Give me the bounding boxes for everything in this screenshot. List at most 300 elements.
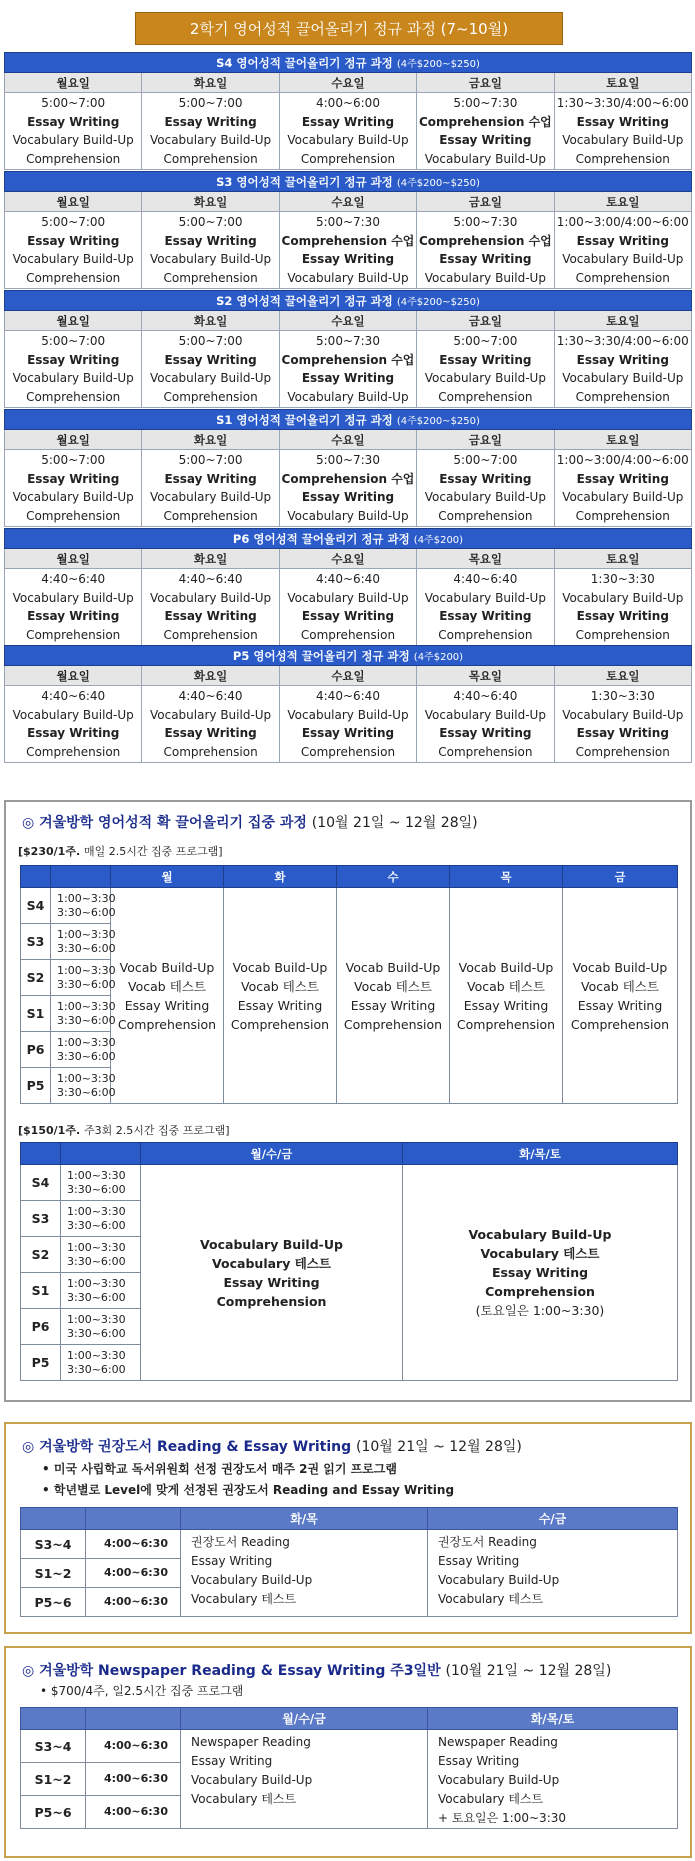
class-item: Essay Writing — [439, 726, 532, 740]
time-slot: 1:00~3:30 — [67, 1240, 126, 1254]
content-item: Vocab 테스트 — [354, 978, 432, 994]
class-time: 1:00~3:00/4:00~6:00 — [556, 453, 689, 467]
daily-intensive-table — [20, 865, 678, 1104]
level-label: P5~6 — [21, 1588, 86, 1617]
level-label: S1~2 — [21, 1763, 86, 1796]
content-item: 권장도서 Reading — [438, 1535, 537, 1549]
level-label: P5 — [21, 1068, 51, 1104]
class-time: 4:40~6:40 — [316, 572, 380, 586]
schedule-title — [5, 53, 692, 73]
class-item: Comprehension — [26, 270, 121, 285]
class-item: Comprehension — [575, 151, 670, 166]
time-cell — [51, 960, 116, 996]
class-item: Comprehension — [575, 627, 670, 642]
day-cell — [279, 686, 416, 763]
schedule-body-row — [5, 93, 692, 170]
time-cell — [61, 1237, 141, 1273]
content-item: Comprehension — [343, 1016, 443, 1032]
class-item: Comprehension — [575, 270, 670, 285]
time-slot: 3:30~6:00 — [67, 1290, 126, 1304]
time-slot: 1:00~3:30 — [57, 1035, 116, 1049]
time-slot: 3:30~6:00 — [57, 1013, 116, 1027]
date-range: (10월 21일 ~ 12월 28일) — [356, 1439, 522, 1455]
content-item: Vocabulary Build-Up — [468, 1227, 612, 1242]
class-time: 1:00~3:00/4:00~6:00 — [556, 215, 689, 229]
level-label: S2 — [21, 1237, 61, 1273]
newspaper-table — [20, 1707, 678, 1829]
three-day-intensive-table — [20, 1142, 678, 1381]
day-header-row — [5, 666, 692, 686]
time-slot: 1:00~3:30 — [67, 1348, 126, 1362]
day-cell — [279, 569, 416, 646]
day-header: 토요일 — [554, 311, 691, 331]
winter-intensive-title — [22, 812, 478, 832]
reading-table — [20, 1507, 678, 1617]
course-name: S3 영어성적 끌어올리기 정규 과정 — [216, 174, 393, 189]
class-item: Comprehension — [163, 744, 258, 759]
content-item: Vocab 테스트 — [581, 978, 659, 994]
course-name: P5 영어성적 끌어올리기 정규 과정 — [232, 648, 410, 663]
class-item: Vocabulary Build-Up — [149, 590, 272, 605]
level-label: S3~4 — [21, 1530, 86, 1559]
class-item: Essay Writing — [27, 471, 120, 486]
class-item: Vocabulary Build-Up — [12, 590, 134, 605]
class-item: Essay Writing — [576, 233, 669, 248]
content-list-a — [181, 1530, 428, 1617]
blank-header — [61, 1143, 141, 1165]
time-slot: 1:00~3:30 — [57, 891, 116, 905]
class-item: Vocabulary Build-Up — [287, 590, 409, 605]
class-item: Comprehension 수업 — [281, 233, 415, 248]
course-price: (4주$200~$250) — [396, 296, 480, 308]
class-item: Comprehension — [300, 627, 396, 642]
class-item: Comprehension — [575, 389, 670, 404]
date-range: (10월 21일 ~ 12월 28일) — [445, 1663, 612, 1679]
time-cell — [51, 996, 116, 1032]
class-time: 5:00~7:30 — [316, 453, 380, 467]
class-item: Comprehension — [163, 270, 258, 285]
class-item: Vocabulary Build-Up — [149, 133, 272, 147]
day-header: 수요일 — [279, 666, 416, 686]
class-item: Vocabulary Build-Up — [287, 707, 409, 722]
content-list-a — [181, 1730, 428, 1829]
class-item: Essay Writing — [301, 114, 395, 129]
class-item: Comprehension — [26, 744, 121, 759]
time-slot: 3:30~6:00 — [57, 1049, 116, 1063]
class-item: Essay Writing — [439, 252, 532, 266]
content-item: Vocabulary Build-Up — [438, 1573, 560, 1587]
class-item: Essay Writing — [301, 726, 395, 740]
level-label: S1 — [21, 1273, 61, 1309]
time-slot: 1:00~3:30 — [67, 1204, 126, 1218]
content-item: Vocabulary Build-Up — [191, 1773, 313, 1787]
day-header: 수요일 — [279, 311, 416, 331]
time-cell — [61, 1273, 141, 1309]
content-item: Vocabulary 테스트 — [191, 1592, 297, 1606]
bullet-2: • 학년별로 Level에 맞게 선정된 권장도서 Reading and Essay Writing — [42, 1483, 455, 1497]
schedule-header — [5, 291, 692, 311]
day-header: 화요일 — [142, 192, 279, 212]
schedule-body-row — [5, 212, 692, 289]
day-header: 목요일 — [417, 666, 554, 686]
day-header: 토요일 — [554, 73, 691, 93]
day-header: 금 — [563, 866, 678, 888]
day-header: 수 — [337, 866, 450, 888]
time-slot: 3:30~6:00 — [57, 941, 116, 955]
day-header: 토요일 — [554, 666, 691, 686]
class-time: 5:00~7:00 — [178, 96, 243, 110]
content-item: (토요일은 1:00~3:30) — [475, 1303, 605, 1318]
winter-reading-title — [22, 1436, 522, 1456]
day-header-row — [5, 430, 692, 450]
content-item: Essay Writing — [438, 1754, 520, 1768]
time-cell — [51, 1032, 116, 1068]
day-header: 화요일 — [142, 430, 279, 450]
time-cell — [61, 1309, 141, 1345]
day-group-header: 월/수/금 — [181, 1708, 428, 1730]
day-content — [450, 888, 563, 1104]
day-group-header: 화/목/토 — [403, 1143, 678, 1165]
level-label: S1 — [21, 996, 51, 1032]
schedule-p6 — [4, 528, 692, 646]
class-time: 5:00~7:00 — [178, 453, 243, 467]
class-item: Comprehension — [300, 744, 396, 759]
content-item: Essay Writing — [191, 1554, 273, 1568]
class-item: Essay Writing — [301, 371, 395, 385]
class-item: Comprehension — [300, 151, 396, 166]
day-group-header: 수/금 — [428, 1508, 678, 1530]
content-item: Essay Writing — [223, 1274, 320, 1290]
content-item: Essay Writing — [124, 997, 210, 1013]
time-slot: 1:00~3:30 — [57, 1071, 116, 1085]
class-item: Comprehension — [26, 508, 121, 523]
day-header: 화요일 — [142, 549, 279, 569]
level-row — [21, 888, 678, 924]
time-slot: 3:30~6:00 — [67, 1254, 126, 1268]
class-item: Comprehension — [438, 389, 533, 404]
class-item: Essay Writing — [439, 471, 532, 486]
day-cell — [142, 686, 279, 763]
day-cell — [142, 450, 279, 527]
class-item: Vocabulary Build-Up — [287, 389, 409, 404]
schedule-s3 — [4, 171, 692, 289]
course-name: S4 영어성적 끌어올리기 정규 과정 — [216, 55, 393, 70]
day-cell — [5, 569, 142, 646]
level-label: S4 — [21, 888, 51, 924]
day-header: 월요일 — [5, 311, 142, 331]
content-item: Vocabulary 테스트 — [191, 1792, 297, 1806]
class-item: Comprehension — [575, 744, 670, 759]
class-item: Essay Writing — [164, 726, 257, 740]
day-content — [563, 888, 678, 1104]
header-row — [21, 1143, 678, 1165]
class-item: Essay Writing — [576, 114, 669, 129]
day-cell — [142, 569, 279, 646]
price: [$230/1주. — [18, 845, 81, 858]
day-group-header: 월/수/금 — [141, 1143, 403, 1165]
content-item: + 토요일은 1:00~3:30 — [438, 1811, 567, 1825]
tts-content — [403, 1165, 678, 1381]
content-item: Comprehension — [230, 1016, 330, 1032]
day-header-row — [5, 192, 692, 212]
day-cell — [417, 212, 554, 289]
content-list-b — [428, 1530, 678, 1617]
time-slot: 1:00~3:30 — [67, 1276, 126, 1290]
day-content — [111, 888, 224, 1104]
class-item: Vocabulary Build-Up — [287, 508, 409, 523]
time-slot: 3:30~6:00 — [57, 977, 116, 991]
level-label: P6 — [21, 1032, 51, 1068]
class-item: Vocabulary Build-Up — [12, 707, 134, 722]
schedule-s2 — [4, 290, 692, 408]
content-item: Vocabulary 테스트 — [438, 1592, 544, 1606]
class-item: Comprehension — [438, 508, 533, 523]
class-time: 5:00~7:00 — [41, 334, 106, 348]
day-header-row — [5, 73, 692, 93]
day-header: 금요일 — [417, 311, 554, 331]
class-item: Comprehension — [438, 744, 533, 759]
course-price: (4주$200~$250) — [396, 415, 480, 427]
class-item: Essay Writing — [576, 609, 669, 623]
class-item: Vocabulary Build-Up — [562, 371, 684, 385]
day-header: 목요일 — [417, 549, 554, 569]
class-item: Vocabulary Build-Up — [424, 151, 546, 166]
class-time: 4:00~6:00 — [316, 96, 380, 110]
class-time: 4:40~6:40 — [41, 572, 106, 586]
time-cell — [51, 1068, 116, 1104]
day-cell — [5, 331, 142, 408]
content-item: Vocabulary 테스트 — [480, 1246, 600, 1261]
class-item: Vocabulary Build-Up — [562, 590, 684, 605]
class-time: 5:00~7:30 — [453, 96, 518, 110]
blank-header — [86, 1508, 181, 1530]
class-item: Comprehension — [163, 508, 258, 523]
time-slot: 3:30~6:00 — [67, 1362, 126, 1376]
time-slot: 3:30~6:00 — [67, 1326, 126, 1340]
class-item: Vocabulary Build-Up — [562, 133, 684, 147]
price-note: • $700/4주, 일2.5시간 집중 프로그램 — [40, 1684, 244, 1698]
day-cell — [279, 450, 416, 527]
content-item: Comprehension — [570, 1016, 670, 1032]
level-label: P5 — [21, 1345, 61, 1381]
class-time: 4:40~6:40 — [453, 689, 518, 703]
class-item: Vocabulary Build-Up — [149, 371, 272, 385]
class-time: 5:00~7:00 — [178, 334, 243, 348]
class-item: Essay Writing — [576, 726, 669, 740]
class-time: 5:00~7:00 — [41, 215, 106, 229]
day-group-header: 화/목/토 — [428, 1708, 678, 1730]
content-item: Essay Writing — [237, 997, 323, 1013]
level-label: P6 — [21, 1309, 61, 1345]
day-cell — [5, 450, 142, 527]
class-item: Vocabulary Build-Up — [424, 270, 546, 285]
course-name: S2 영어성적 끌어올리기 정규 과정 — [216, 293, 393, 308]
day-header: 수요일 — [279, 192, 416, 212]
date-range: (10월 21일 ~ 12월 28일) — [311, 815, 478, 831]
class-time: 1:30~3:30 — [590, 572, 655, 586]
schedule-header — [5, 410, 692, 430]
content-item: Essay Writing — [463, 997, 549, 1013]
course-price: (4주$200~$250) — [396, 177, 480, 189]
content-item: Vocabulary Build-Up — [438, 1773, 560, 1787]
title-text: ◎ 겨울방학 권장도서 Reading & Essay Writing — [22, 1439, 352, 1455]
mwf-content — [141, 1165, 403, 1381]
day-header: 월요일 — [5, 73, 142, 93]
class-item: Essay Writing — [27, 352, 120, 367]
day-cell — [279, 93, 416, 170]
day-header: 수요일 — [279, 549, 416, 569]
day-header: 월요일 — [5, 549, 142, 569]
content-item: Vocab Build-Up — [119, 959, 215, 975]
day-content — [337, 888, 450, 1104]
course-price: (4주$200) — [413, 534, 464, 546]
level-label: S3 — [21, 1201, 61, 1237]
class-item: Essay Writing — [27, 726, 120, 740]
title-text: ◎ 겨울방학 영어성적 확 끌어올리기 집중 과정 — [22, 815, 307, 831]
level-label: S3~4 — [21, 1730, 86, 1763]
blank-header — [21, 1708, 86, 1730]
schedule-title — [5, 646, 692, 666]
day-header: 금요일 — [417, 192, 554, 212]
day-header-row — [5, 311, 692, 331]
level-label: S2 — [21, 960, 51, 996]
price-note-1 — [18, 843, 223, 859]
class-time: 1:30~3:30/4:00~6:00 — [556, 334, 689, 348]
schedule-title — [5, 529, 692, 549]
class-item: Essay Writing — [439, 609, 532, 623]
content-item: Essay Writing — [350, 997, 436, 1013]
day-header: 월 — [111, 866, 224, 888]
time-cell: 4:00~6:30 — [86, 1796, 181, 1829]
time-cell — [51, 888, 116, 924]
content-item: Essay Writing — [438, 1554, 520, 1568]
content-item: Vocabulary Build-Up — [191, 1573, 313, 1587]
class-item: Essay Writing — [164, 352, 257, 367]
day-cell — [554, 212, 691, 289]
header-row — [21, 866, 678, 888]
day-cell — [5, 93, 142, 170]
time-cell: 4:00~6:30 — [86, 1530, 181, 1559]
content-item: Vocab Build-Up — [345, 959, 441, 975]
class-item: Comprehension — [26, 627, 121, 642]
level-row — [21, 1730, 678, 1763]
page-title: 2학기 영어성적 끌어올리기 정규 과정 (7~10월) — [135, 12, 563, 45]
time-slot: 3:30~6:00 — [57, 905, 116, 919]
level-label: P5~6 — [21, 1796, 86, 1829]
class-time: 1:30~3:30 — [590, 689, 655, 703]
class-item: Vocabulary Build-Up — [424, 707, 546, 722]
class-item: Vocabulary Build-Up — [149, 490, 272, 504]
schedule-header — [5, 172, 692, 192]
day-header: 수요일 — [279, 73, 416, 93]
course-price: (4주$200) — [413, 651, 464, 663]
day-cell — [417, 569, 554, 646]
day-header: 화요일 — [142, 73, 279, 93]
day-cell — [554, 450, 691, 527]
schedule-s4 — [4, 52, 692, 170]
class-time: 5:00~7:30 — [453, 215, 518, 229]
content-item: Vocabulary 테스트 — [438, 1792, 544, 1806]
class-time: 4:40~6:40 — [41, 689, 106, 703]
day-cell — [554, 93, 691, 170]
day-cell — [142, 212, 279, 289]
day-header: 금요일 — [417, 430, 554, 450]
class-item: Comprehension 수업 — [418, 233, 552, 248]
day-group-header: 화/목 — [181, 1508, 428, 1530]
day-cell — [554, 331, 691, 408]
day-cell — [554, 686, 691, 763]
day-header: 월요일 — [5, 430, 142, 450]
class-item: Vocabulary Build-Up — [12, 133, 134, 147]
content-item: Newspaper Reading — [191, 1735, 311, 1749]
content-item: Essay Writing — [191, 1754, 273, 1768]
blank-header — [21, 1143, 61, 1165]
content-item: Essay Writing — [577, 997, 663, 1013]
day-cell — [417, 450, 554, 527]
content-item: Comprehension — [456, 1016, 556, 1032]
day-cell — [279, 331, 416, 408]
day-header: 토요일 — [554, 192, 691, 212]
class-item: Vocabulary Build-Up — [562, 707, 684, 722]
class-time: 5:00~7:30 — [316, 334, 380, 348]
level-label: S4 — [21, 1165, 61, 1201]
class-item: Comprehension 수업 — [418, 114, 552, 129]
class-time: 5:00~7:00 — [453, 453, 518, 467]
time-slot: 1:00~3:30 — [57, 999, 116, 1013]
schedule-body-row — [5, 450, 692, 527]
blank-header — [86, 1708, 181, 1730]
time-slot: 3:30~6:00 — [67, 1218, 126, 1232]
level-label: S3 — [21, 924, 51, 960]
blank-header — [21, 1508, 86, 1530]
day-header: 토요일 — [554, 430, 691, 450]
content-item: Comprehension — [485, 1284, 595, 1299]
day-header: 월요일 — [5, 192, 142, 212]
time-slot: 1:00~3:30 — [67, 1312, 126, 1326]
class-item: Essay Writing — [301, 490, 395, 504]
winter-newspaper-title — [22, 1660, 611, 1680]
day-content — [224, 888, 337, 1104]
day-cell — [142, 93, 279, 170]
class-item: Essay Writing — [576, 352, 669, 367]
class-item: Comprehension — [438, 627, 533, 642]
schedule-header — [5, 529, 692, 549]
content-item: Comprehension — [117, 1016, 217, 1032]
time-cell: 4:00~6:30 — [86, 1588, 181, 1617]
class-item: Essay Writing — [27, 609, 120, 623]
class-time: 4:40~6:40 — [178, 572, 243, 586]
class-item: Essay Writing — [164, 471, 257, 486]
content-item: Vocab 테스트 — [241, 978, 319, 994]
course-name: P6 영어성적 끌어올리기 정규 과정 — [232, 531, 410, 546]
content-item: Vocabulary Build-Up — [200, 1236, 343, 1252]
class-item: Essay Writing — [301, 609, 395, 623]
day-header: 수요일 — [279, 430, 416, 450]
class-time: 5:00~7:00 — [178, 215, 243, 229]
time-cell: 4:00~6:30 — [86, 1763, 181, 1796]
class-item: Comprehension 수업 — [281, 352, 415, 367]
price: [$150/1주. — [18, 1124, 81, 1137]
course-price: (4주$200~$250) — [396, 58, 480, 70]
day-header: 화 — [224, 866, 337, 888]
schedule-title — [5, 172, 692, 192]
schedule-body-row — [5, 569, 692, 646]
time-cell — [61, 1345, 141, 1381]
content-item: Vocab Build-Up — [232, 959, 328, 975]
class-item: Vocabulary Build-Up — [12, 371, 134, 385]
class-item: Essay Writing — [439, 352, 532, 367]
class-item: Vocabulary Build-Up — [424, 590, 546, 605]
